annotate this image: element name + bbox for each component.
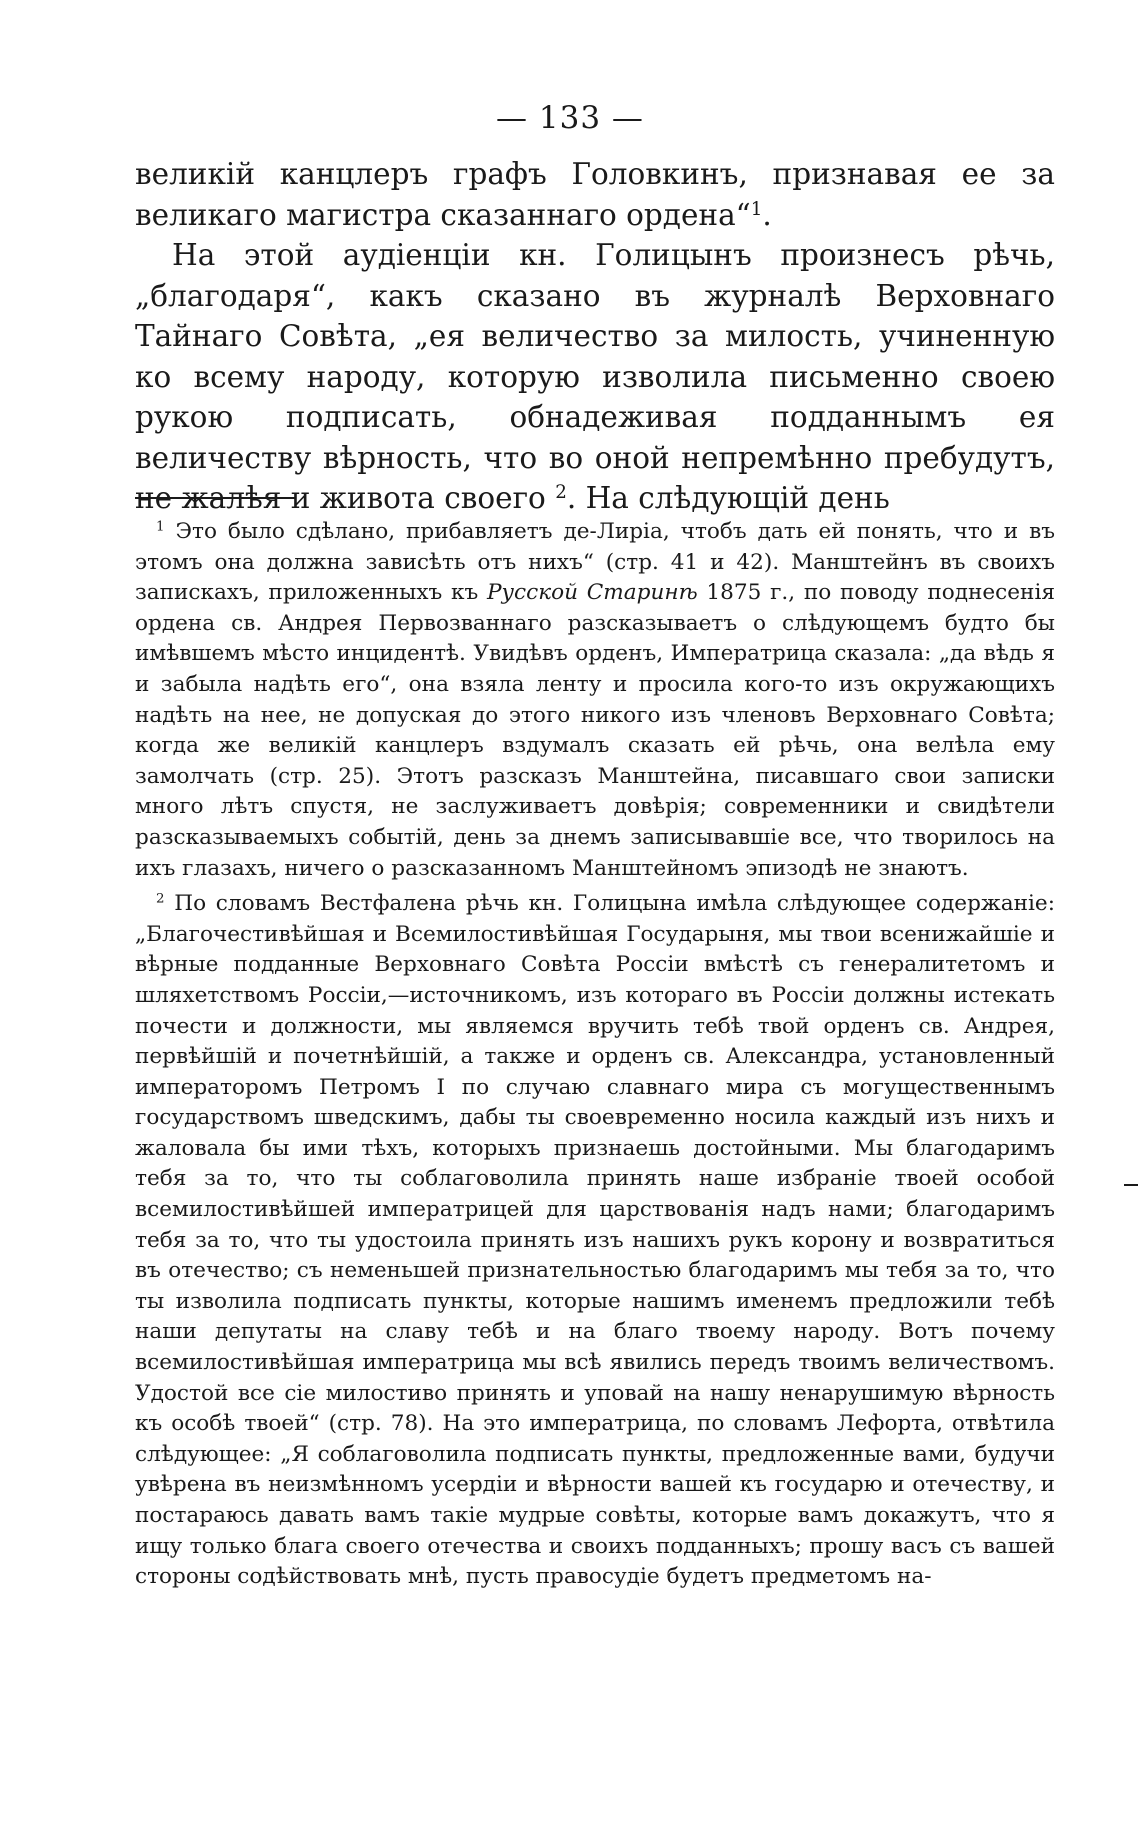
footnote-1-journal-title: Русской Старинѣ: [487, 580, 698, 606]
footnotes: [135, 517, 1055, 1593]
footnote-1-text-a: Это было сдѣлано, прибавляетъ де-Лиріа, чтобъ дать ей понять, что и въ этомъ она должна зависѣть отъ нихъ“ (стр. 41 и 42). Манштейнъ въ своихъ запискахъ, приложенныхъ къ: [135, 519, 1055, 606]
footnote-2-mark: 2: [156, 891, 165, 907]
footnote-1-text-b: 1875 г., по поводу поднесенія ордена св. Андрея Первозваннаго разсказываетъ о слѣдующемъ будто бы имѣвшемъ мѣсто инцидентѣ. Увидѣвъ орденъ, Императрица сказала: „да вѣдь я и забыла надѣть его“, она взяла ленту и просила кого-то изъ окружающихъ надѣть на нее, не допуская до этого никого изъ членовъ Верховнаго Совѣта; когда же великій канцлеръ вздумалъ сказать ей рѣчь, она велѣла ему замолчать (стр. 25). Этотъ разсказъ Манштейна, писавшаго свои записки много лѣтъ спустя, не заслуживаетъ довѣрія; современники и свидѣтели разсказываемыхъ событій, день за днемъ записывавшіе все, что творилось на ихъ глазахъ, ничего о разсказанномъ Манштейномъ эпизодѣ не знаютъ.: [135, 580, 1055, 881]
main-paragraph-2-text: На этой аудіенціи кн. Голицынъ произнесъ рѣчь, „благодаря“, какъ сказано въ журналѣ Верховнаго Тайнаго Совѣта, „ея величество за милость, учиненную ко всему народу, которую изволила письменно своею рукою подписать, обнадеживая подданнымъ ея величеству вѣрность, что во оной непремѣнно пребудутъ, не жалѣя и живота своего: [135, 238, 1055, 515]
footnote-2-text: По словамъ Вестфалена рѣчь кн. Голицына имѣла слѣдующее содержаніе: „Благочестивѣйшая и Всемилостивѣйшая Государыня, мы твои всенижайшіе и вѣрные подданные Верховнаго Совѣта Россіи вмѣстѣ съ генералитетомъ и шляхетствомъ Россіи,—источникомъ, изъ котораго въ Россіи должны истекать почести и должности, мы являемся вручить тебѣ твой орденъ св. Андрея, первѣйшій и почетнѣйшій, а также и орденъ св. Александра, установленный императоромъ Петромъ I по случаю славнаго мира съ могущественнымъ государствомъ шведскимъ, дабы ты своевременно носила каждый изъ нихъ и жаловала бы ими тѣхъ, которыхъ признаешь достойными. Мы благодаримъ тебя за то, что ты соблаговолила принять наше избраніе твоей особой всемилостивѣйшей императрицей для царствованія надъ нами; благодаримъ тебя за то, что ты удостоила принять изъ нашихъ рукъ корону и возвратиться въ отечество; съ неменьшей признательностью благодаримъ мы тебя за то, что ты изволила подписать пункты, которые нашимъ именемъ предложили тебѣ наши депутаты на славу тебѣ и на благо твоему народу. Вотъ почему всемилостивѣйшая императрица мы всѣ явились передъ твоимъ величествомъ. Удостой все сіе милостиво принять и уповай на нашу ненарушимую вѣрность къ особѣ твоей“ (стр. 78). На это императрица, по словамъ Лефорта, отвѣтила слѣдующее: „Я соблаговолила подписать пункты, предложенные вами, будучи увѣрена въ неизмѣнномъ усердіи и вѣрности вашей къ государю и отечеству, и постараюсь давать вамъ такіе мудрые совѣты, которые вамъ докажутъ, что я ищу только блага своего отечества и своихъ подданныхъ; прошу васъ съ вашей стороны содѣйствовать мнѣ, пусть правосудіе будетъ предметомъ на-: [135, 891, 1055, 1590]
main-paragraph-1-text: великій канцлеръ графъ Головкинъ, признавая ее за великаго магистра сказаннаго ордена“: [135, 157, 1055, 232]
main-text: [135, 154, 1055, 519]
footnote-1: [135, 517, 1055, 884]
footnote-1-mark: 1: [156, 519, 165, 535]
main-paragraph-1-tail: .: [762, 197, 772, 232]
main-paragraph-2: [135, 235, 1055, 519]
footnote-ref-2: 2: [555, 481, 567, 503]
margin-dash-mark: [1124, 1184, 1138, 1186]
main-paragraph-1: [135, 154, 1055, 235]
page-number: — 133 —: [496, 100, 644, 136]
footnote-2: [135, 889, 1055, 1593]
main-paragraph-2-tail: . На слѣдующій день: [566, 481, 890, 515]
footnote-divider: [135, 497, 295, 499]
footnote-ref-1: 1: [750, 198, 763, 220]
